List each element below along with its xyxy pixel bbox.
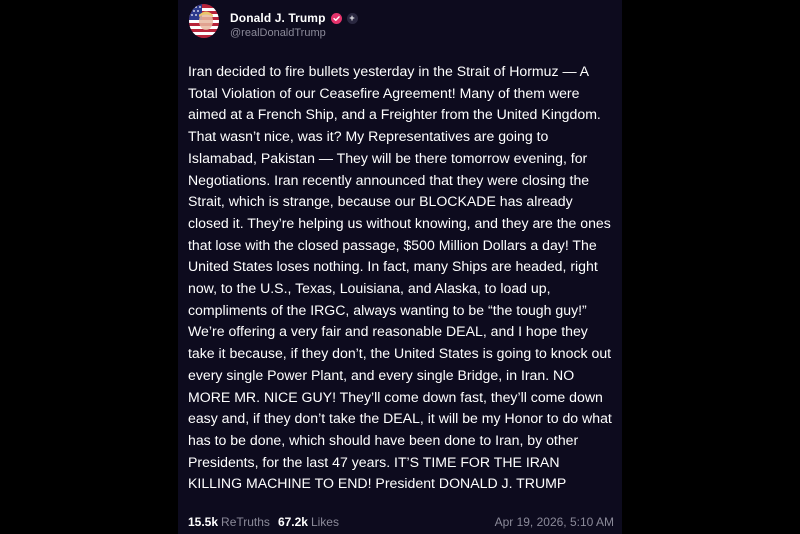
likes-count: 67.2k [277, 515, 308, 529]
post-body-text: Iran decided to fire bullets yesterday in the Strait of Hormuz — A Total Violation of our Ceasefire Agreement! Many of them were aimed at a French Ship, and a Freighter from the United Kingdom. That wasn’t nice, was it? My Representatives are going to Islamabad, Pakistan — They will be there tomorrow evening, for Negotiations. Iran recently announced that they were closing the Strait, which is strange, because our BLOCKADE has already closed it. They’re helping us without knowing, and they are the ones that lose with the closed passage, $500 Million Dollars a day! The United States loses nothing. In fact, many Ships are headed, right now, to the U.S., Texas, Louisiana, and Alaska, to load up, compliments of the IRGC, always wanting to be “the tough guy!” We’re offering a very fair and reasonable DEAL, and I hope they take it because, if they don’t, the United States is going to knock out every single Power Plant, and every single Bridge, in Iran. NO MORE MR. NICE GUY! They’ll come down fast, they’ll come down easy and, if they don’t take the DEAL, it will be my Honor to do what has to be done, which should have been done to Iran, by other Presidents, for the last 47 years. IT’S TIME FOR THE IRAN KILLING MACHINE TO END! President DONALD J. TRUMP [188, 63, 612, 492]
follow-plus-icon[interactable]: + [347, 13, 358, 24]
author-name-row [230, 10, 358, 26]
avatar[interactable] [189, 4, 219, 38]
flag-portrait-icon [189, 4, 219, 38]
likes-label: Likes [310, 515, 339, 529]
post-card [178, 0, 622, 534]
retruths-stat[interactable] [188, 515, 270, 529]
likes-stat[interactable] [278, 515, 339, 529]
author-handle[interactable]: @realDonaldTrump [230, 27, 326, 39]
author-display-name[interactable]: Donald J. Trump [230, 11, 326, 25]
post-timestamp[interactable]: Apr 19, 2026, 5:10 AM [494, 515, 614, 529]
post-footer [188, 514, 614, 530]
retruths-count: 15.5k [188, 515, 219, 529]
verified-badge-icon [331, 13, 342, 24]
retruths-label: ReTruths [221, 515, 270, 529]
